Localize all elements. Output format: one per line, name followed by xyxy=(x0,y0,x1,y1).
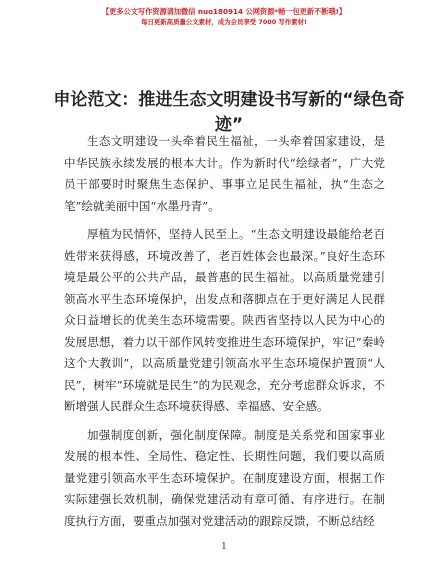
page-number: 1 xyxy=(221,542,227,552)
promo-banner xyxy=(0,6,448,28)
paragraph-2: 厚植为民情怀，坚持人民至上。“生态文明建设最能给老百姓带来获得感，环境改善了，老百姓体会也最深。”良好生态环境是最公平的公共产品，最普惠的民生福祉。以高质量党建引领高水平生态环境保护，出发点和落脚点在于更好满足人民群众日益增长的优美生态环境需要。陕西省坚持以人民为中心的发展思想，着力以干部作风转变推进生态环境保护，牢记“秦岭这个大教训”，以高质量党建引领高水平生态环境保护置顶“人民”，树牢“环境就是民生”的为民观念，充分考虑群众诉求，不断增强人民群众生态环境获得感、幸福感、安全感。 xyxy=(64,227,385,413)
document-body xyxy=(64,131,385,539)
document-title: 申论范文：推进生态文明建设书写新的“绿色奇迹” xyxy=(53,90,405,135)
promo-banner-line-2: 每日更新高质量公文素材，成为会员享受 7000 写作素材! xyxy=(141,18,307,26)
paragraph-1: 生态文明建设一头牵着民生福祉，一头牵着国家建设，是中华民族永续发展的根本大计。作为新时代“绘绿者”，广大党员干部要时时聚焦生态保护、事事立足民生福祉，执“生态之笔”绘就美丽中国“水墨丹青”。 xyxy=(64,134,385,213)
promo-banner-line-1: 【更多公文写作资源请加微信 nuo180914 公网资源*畅一包更新不断哦!】 xyxy=(101,7,347,16)
paragraph-3: 加强制度创新，强化制度保障。制度是关系党和国家事业发展的根本性、全局性、稳定性、长期性问题，我们要以高质量党建引领高水平生态环境保护。在制度建设方面，根据工作实际建强长效机制，确保党建活动有章可循、有序进行。在制度执行方面，要重点加强对党建活动的跟踪反馈，不断总结经 xyxy=(64,427,385,528)
